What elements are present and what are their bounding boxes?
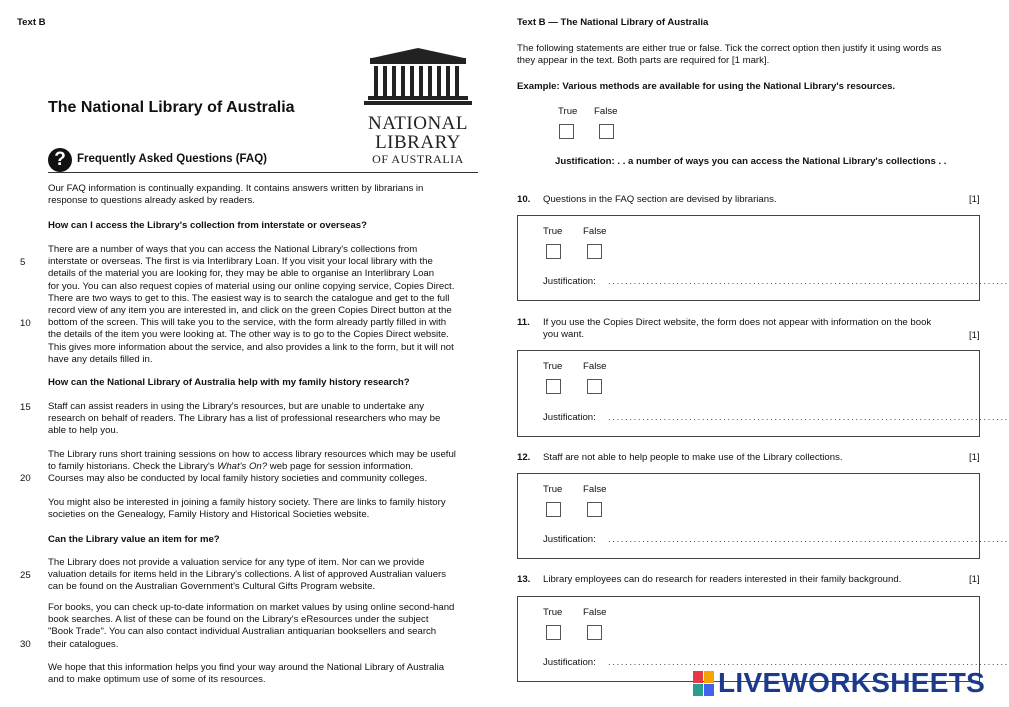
text-label: Text B: [17, 17, 46, 28]
faq-intro: Our FAQ information is continually expanding. It contains answers written by librarians in response to questions already asked by readers.: [48, 183, 424, 207]
faq-answer-3: The Library does not provide a valuation service for any type of item. Nor can we provide valuation details for items held in the Library's collections. A list of approved Australian valuers can be found on the Australian Government's Cultural Gifts Program website.: [48, 557, 447, 593]
faq-answer-2c: You might also be interested in joining a family history society. There are links to family history societies on the Genealogy, Family History and Historical Societies website.: [48, 497, 446, 521]
q12-justification-input[interactable]: ..............................................................................................: [608, 534, 1009, 545]
faq-answer-2b: [48, 449, 480, 486]
whats-on-italic: What's On?: [217, 461, 268, 473]
justification-label: Justification:: [543, 534, 596, 545]
question-number: 12.: [517, 452, 531, 463]
false-label: False: [583, 226, 607, 237]
example-false-checkbox: [599, 124, 614, 139]
q11-justification-input[interactable]: ..............................................................................................: [608, 412, 1009, 423]
example-statement: Example: Various methods are available for using the National Library's resources.: [517, 81, 896, 92]
library-logo: [362, 48, 474, 166]
example-justification: Justification: . . a number of ways you can access the National Library's collections . .: [555, 156, 947, 167]
line-number: 20: [20, 473, 31, 484]
liveworksheets-logo-icon: [693, 671, 715, 697]
mark-label: [1]: [969, 574, 980, 585]
line-number: 25: [20, 570, 31, 581]
question-text: Questions in the FAQ section are devised by librarians.: [543, 194, 777, 205]
false-label: False: [583, 361, 607, 372]
example-true-checkbox: [559, 124, 574, 139]
question-number: 10.: [517, 194, 531, 205]
page-title: The National Library of Australia: [48, 99, 295, 116]
faq-question-1: How can I access the Library's collection from interstate or overseas?: [48, 220, 367, 231]
faq-answer-1: There are a number of ways that you can access the National Library's collections from interstate or overseas. The first is via Interlibrary Loan. If you visit your local library with the details of the material you are looking for, they may be able to organise an Interlibrary Loan for you. You can also request copies of material using our online copying service, Copies Direct. There are two ways to get to this. The easiest way is to search the catalogue and get to the full record view of any item you are interested in, and click on the green Copies Direct button at the bottom of the screen. This will take you to the service, with the form already partly filled in with the details of the item you were looking at. The other way is to go to the Copies Direct website. This gives more information about the service, and also provides a link to the form, but it will not have any details filled in.: [48, 244, 455, 365]
true-label: True: [543, 226, 563, 237]
question-text: Library employees can do research for readers interested in their family background.: [543, 574, 902, 585]
q10-true-checkbox[interactable]: [546, 244, 561, 259]
question-number: 11.: [517, 317, 530, 328]
faq-closing: We hope that this information helps you find your way around the National Library of Australia and to make optimum use of some of its resources.: [48, 662, 445, 686]
line-number: 30: [20, 639, 31, 650]
mark-label: [1]: [969, 330, 980, 341]
q13-true-checkbox[interactable]: [546, 625, 561, 640]
q10-false-checkbox[interactable]: [587, 244, 602, 259]
question-text: Staff are not able to help people to make use of the Library collections.: [543, 452, 843, 463]
faq-heading: Frequently Asked Questions (FAQ): [77, 153, 267, 165]
instructions: The following statements are either true or false. Tick the correct option then justify it using words as they appear in the text. Both parts are required for [1 mark].: [517, 43, 942, 67]
true-label: True: [543, 484, 563, 495]
mark-label: [1]: [969, 194, 980, 205]
question-text: If you use the Copies Direct website, the form does not appear with information on the book you want.: [543, 317, 932, 341]
exercise-heading: Text B — The National Library of Australia: [517, 17, 709, 28]
library-building-icon: [362, 48, 474, 106]
example-false-label: False: [594, 106, 618, 117]
faq-question-icon: ?: [48, 148, 72, 172]
logo-line3: OF AUSTRALIA: [372, 152, 464, 166]
q13-false-checkbox[interactable]: [587, 625, 602, 640]
q11-false-checkbox[interactable]: [587, 379, 602, 394]
true-label: True: [543, 361, 563, 372]
justification-label: Justification:: [543, 657, 596, 668]
q10-justification-input[interactable]: ..............................................................................................: [608, 276, 1009, 287]
false-label: False: [583, 607, 607, 618]
line-number: 10: [20, 318, 31, 329]
true-label: True: [543, 607, 563, 618]
justification-label: Justification:: [543, 276, 596, 287]
example-true-label: True: [558, 106, 578, 117]
faq-question-2: How can the National Library of Australia help with my family history research?: [48, 377, 410, 388]
faq-answer-2: Staff can assist readers in using the Library's resources, but are unable to undertake any research on behalf of readers. The Library has a list of professional researchers who may be able to help you.: [48, 401, 441, 437]
p3-text-a: The Library runs short training sessions on how to access library resources which may be useful to family historians. Check the Library's: [48, 449, 456, 473]
faq-question-3: Can the Library value an item for me?: [48, 534, 220, 545]
mark-label: [1]: [969, 452, 980, 463]
q11-true-checkbox[interactable]: [546, 379, 561, 394]
justification-label: Justification:: [543, 412, 596, 423]
line-number: 15: [20, 402, 31, 413]
p3-text-b: web page for session information. Courses may also be conducted by local family history societies and community colleges.: [48, 461, 428, 485]
line-number: 5: [20, 257, 26, 268]
liveworksheets-watermark: LIVEWORKSHEETS: [718, 667, 986, 698]
logo-line1: NATIONAL: [367, 113, 469, 134]
false-label: False: [583, 484, 607, 495]
heading-divider: [48, 172, 478, 173]
q13-justification-input[interactable]: ..............................................................................................: [608, 657, 1009, 668]
q12-false-checkbox[interactable]: [587, 502, 602, 517]
faq-answer-3b: For books, you can check up-to-date information on market values by using online second-hand book searches. A list of these can be found on the Library's eResources under the subject "Book Trade". You can also contact individual Australian antiquarian booksellers and search their catalogues.: [48, 602, 455, 650]
question-number: 13.: [517, 574, 531, 585]
logo-line2: LIBRARY: [375, 132, 461, 153]
q12-true-checkbox[interactable]: [546, 502, 561, 517]
